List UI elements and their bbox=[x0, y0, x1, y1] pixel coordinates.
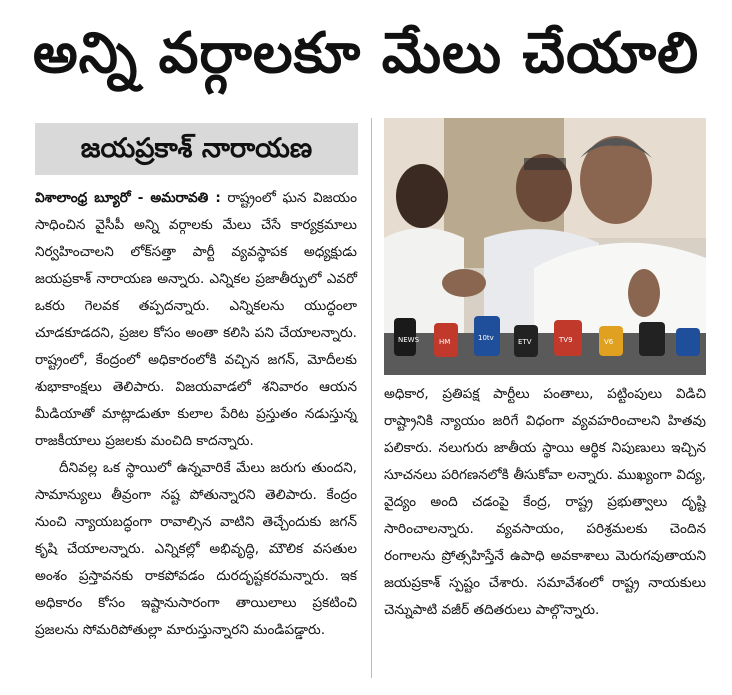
left-column bbox=[35, 185, 357, 644]
byline-box bbox=[35, 123, 358, 175]
mic-label: ETV bbox=[518, 338, 532, 346]
mic-label: 10tv bbox=[478, 334, 494, 342]
mic-label: TV9 bbox=[559, 336, 573, 344]
article-paragraph bbox=[35, 185, 357, 455]
article-paragraph: దీనివల్ల ఒక స్థాయిలో ఉన్నవారికే మేలు జరుగు తుందని, సామాన్యులు తీవ్రంగా నష్ట పోతున్నారని తెలిపారు. కేంద్రం నుంచి న్యాయబద్ధంగా రావాల్సిన వాటిని తెచ్చేందుకు జగన్ కృషి చేయాలన్నారు. ఎన్నికల్లో అభివృద్ధి, మౌలిక వసతుల అంశం ప్రస్తావనకు రాకపోవడం దురదృష్టకరమన్నారు. ఇక అధికారం కోసం ఇష్టానుసారంగా తాయిలాలు ప్రకటించి ప్రజలను సోమరిపోతుల్లా మారుస్తున్నారని మండిపడ్డారు. bbox=[35, 460, 357, 638]
dateline: విశాలాంధ్ర బ్యూరో - అమరావతి : bbox=[35, 190, 221, 206]
press-conference-photo bbox=[384, 118, 706, 375]
paragraph-text: రాష్ట్రంలో ఘన విజయం సాధించిన వైసీపీ అన్ని వర్గాలకు మేలు చేసే కార్యక్రమాలు నిర్వహించాలని లోక్‌సత్తా పార్టీ వ్యవస్థాపక అధ్యక్షుడు జయప్రకాశ్ నారాయణ అన్నారు. ఎన్నికల ప్రజాతీర్పులో ఎవరో ఒకరు గెలవక తప్పదన్నారు. ఎన్నికలను యుద్ధంలా చూడకూడదని, ప్రజల కోసం అంతా కలిసి పని చేయాలన్నారు. రాష్ట్రంలో, కేంద్రంలో అధికారంలోకి వచ్చిన జగన్, మోదీలకు శుభాకాంక్షలు తెలిపారు. విజయవాడలో శనివారం ఆయన మీడియాతో మాట్లాడుతూ కులాల పేరిట ప్రస్తుతం నడుస్తున్న రాజకీయాలు ప్రజలకు మంచిది కాదన్నారు. bbox=[35, 190, 357, 449]
headline: అన్ని వర్గాలకూ మేలు చేయాలి bbox=[32, 21, 700, 86]
byline-author: జయప్రకాశ్ నారాయణ bbox=[80, 133, 313, 164]
mic-label: NEWS bbox=[398, 336, 420, 344]
mic-label: V6 bbox=[604, 338, 614, 346]
right-column bbox=[384, 381, 706, 624]
article-paragraph: అధికార, ప్రతిపక్ష పార్టీలు పంతాలు, పట్టింపులు విడిచి రాష్ట్రానికి న్యాయం జరిగే విధంగా వ్యవహరించాలని హితవు పలికారు. నలుగురు జాతీయ స్థాయి ఆర్థిక నిపుణులు ఇచ్చిన సూచనలు పరిగణనలోకి తీసుకోవా లన్నారు. ముఖ్యంగా విద్య, వైద్యం అంది చడంపై కేంద్ర, రాష్ట్ర ప్రభుత్వాలు దృష్టి సారించాలన్నారు. వ్యవసాయం, పరిశ్రమలకు చెందిన రంగాలను ప్రోత్సహిస్తేనే ఉపాధి అవకాశాలు మెరుగవుతాయని జయప్రకాశ్ స్పష్టం చేశారు. సమావేశంలో రాష్ట్ర నాయకులు చెన్నుపాటి వజీర్ తదితరులు పాల్గొన్నారు. bbox=[384, 386, 706, 618]
mic-label: HM bbox=[439, 338, 451, 346]
column-divider bbox=[371, 118, 372, 678]
news-photo bbox=[384, 118, 706, 375]
